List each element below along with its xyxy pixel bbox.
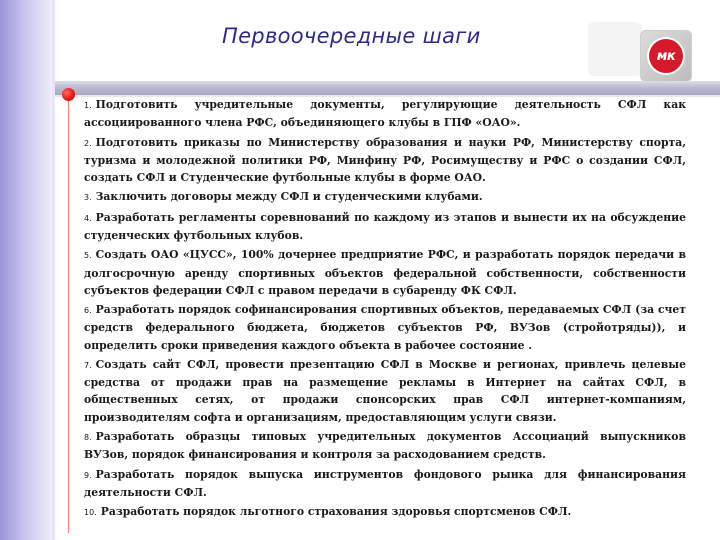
list-item — [84, 246, 686, 299]
item-number: 9. — [84, 470, 92, 480]
list-item — [84, 209, 686, 244]
steps-list — [84, 96, 686, 524]
item-number: 10. — [84, 508, 97, 518]
list-item — [84, 301, 686, 354]
list-item — [84, 466, 686, 501]
left-accent-line — [68, 101, 69, 533]
item-text: Разработать регламенты соревнований по каждому из этапов и вынести их на обсуждение студенческих футбольных клубов. — [84, 210, 686, 242]
mk-logo-icon — [640, 30, 692, 82]
item-number: 7. — [84, 360, 92, 370]
item-number: 4. — [84, 213, 92, 223]
page-title: Первоочередные шаги — [222, 24, 481, 48]
item-number: 6. — [84, 306, 92, 316]
item-text: Создать ОАО «ЦУСС», 100% дочернее предприятие РФС, и разработать порядок передачи в долгосрочную аренду спортивных объектов федеральной собственности, собственности субъектов федерации СФЛ с правом передачи в субаренду ФК СФЛ. — [84, 248, 686, 297]
item-text: Создать сайт СФЛ, провести презентацию СФЛ в Москве и регионах, привлечь целевые средства от продажи прав на размещение рекламы в Интернет на сайтах СФЛ, в общественных сетях, от продажи спонсорских прав СФЛ интернет-компаниям, производителям софта и организациям, предоставляющим услуги связи. — [84, 357, 686, 424]
left-decor-bar — [0, 0, 52, 540]
item-number: 8. — [84, 432, 92, 442]
item-text: Подготовить приказы по Министерству образования и науки РФ, Министерству спорта, туризма и молодежной политики РФ, Минфину РФ, Росимуществу и РФС о создании СФЛ, создать СФЛ и Студенческие футбольные клубы в форме ОАО. — [84, 135, 686, 184]
item-number: 3. — [84, 193, 92, 203]
item-text: Заключить договоры между СФЛ и студенческими клубами. — [95, 190, 483, 204]
list-item — [84, 356, 686, 426]
item-text: Разработать порядок льготного страхования здоровья спортсменов СФЛ. — [100, 505, 572, 519]
header-divider — [55, 81, 720, 95]
item-text: Подготовить учредительные документы, регулирующие деятельность СФЛ как ассоциированного члена РФС, объединяющего клубы в ГПФ «ОАО». — [84, 98, 686, 130]
list-item — [84, 96, 686, 131]
logo-badge: мк — [649, 39, 683, 73]
list-item — [84, 503, 686, 521]
item-text: Разработать образцы типовых учредительных документов Ассоциаций выпускников ВУЗов, порядок финансирования и контроля за расходованием средств. — [84, 429, 686, 462]
item-number: 2. — [84, 138, 92, 148]
item-number: 5. — [84, 251, 92, 261]
list-item — [84, 428, 686, 463]
item-number: 1. — [84, 101, 92, 110]
item-text: Разработать порядок софинансирования спортивных объектов, передаваемых СФЛ (за счет средств федерального бюджета, бюджетов субъектов РФ, ВУЗов (стройотряды)), и определить сроки приведения каждого объекта в рабочее состояние . — [84, 303, 686, 352]
item-text: Разработать порядок выпуска инструментов фондового рынка для финансирования деятельности СФЛ. — [84, 467, 686, 499]
logo-shadow — [588, 22, 642, 76]
red-dot-icon — [62, 88, 75, 101]
list-item — [84, 188, 686, 206]
list-item — [84, 134, 686, 187]
